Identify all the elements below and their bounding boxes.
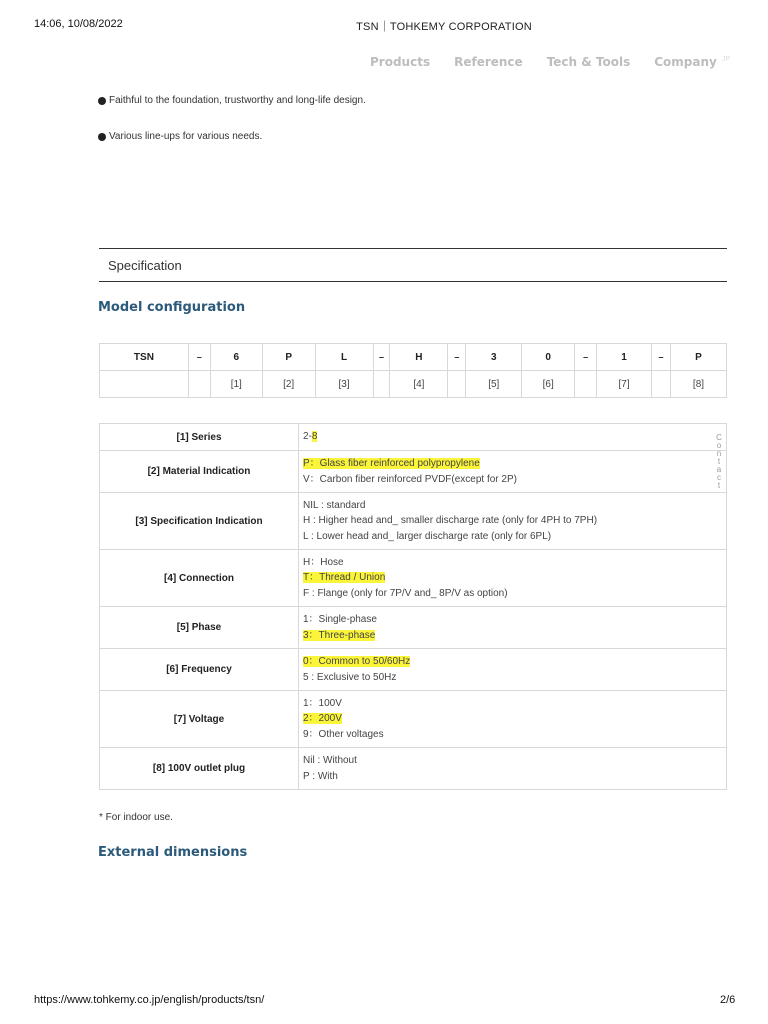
contact-letter: t: [717, 481, 721, 490]
nav-company[interactable]: Company: [654, 55, 717, 69]
table-row: [100, 607, 727, 649]
contact-letter: c: [717, 473, 721, 482]
spec-key: [6] Frequency: [100, 649, 299, 691]
cell: [575, 371, 597, 398]
cell: [1]: [210, 371, 262, 398]
spec-value-line: [303, 654, 722, 670]
value-text: NIL : standard: [303, 499, 366, 511]
cell: 6: [210, 344, 262, 371]
highlighted-value: P：Glass fiber reinforced polypropylene: [303, 458, 480, 469]
cell: P: [670, 344, 726, 371]
cell: –: [448, 344, 466, 371]
spec-value-line: [303, 529, 722, 545]
cell: [8]: [670, 371, 726, 398]
model-configuration-heading: Model configuration: [98, 300, 246, 315]
value-text: 5 : Exclusive to 50Hz: [303, 671, 397, 683]
contact-letter: n: [716, 449, 722, 458]
external-dimensions-heading: External dimensions: [98, 845, 248, 860]
language-link[interactable]: JP: [722, 56, 731, 63]
value-text: P : With: [303, 770, 338, 782]
table-row: [100, 691, 727, 748]
indoor-use-note: * For indoor use.: [99, 812, 173, 823]
cell: 3: [466, 344, 522, 371]
table-row: [100, 424, 727, 451]
spec-key: [5] Phase: [100, 607, 299, 649]
spec-value: [299, 748, 727, 790]
cell: [448, 371, 466, 398]
highlighted-value: T：Thread / Union: [303, 572, 386, 584]
spec-value-line: [303, 769, 722, 785]
print-date: 14:06, 10/08/2022: [34, 18, 123, 30]
spec-value-line: [303, 586, 722, 602]
spec-value-line: [303, 472, 722, 488]
feature-text: Various line-ups for various needs.: [109, 131, 263, 142]
cell: [100, 371, 189, 398]
contact-letter: o: [716, 441, 722, 450]
spec-key: [2] Material Indication: [100, 451, 299, 493]
nav-products[interactable]: Products: [370, 55, 431, 69]
cell: L: [315, 344, 373, 371]
table-row: [100, 748, 727, 790]
spec-key: [8] 100V outlet plug: [100, 748, 299, 790]
spec-value-line: [303, 727, 722, 743]
spec-value: [299, 424, 727, 451]
nav-tech-tools[interactable]: Tech & Tools: [546, 55, 631, 69]
cell: [7]: [597, 371, 652, 398]
table-row: [100, 493, 727, 550]
feature-bullet: [98, 95, 366, 106]
value-text: H : Higher head and_ smaller discharge rate (only for 4PH to 7PH): [303, 515, 598, 527]
cell: [5]: [466, 371, 522, 398]
value-text: 2-: [303, 431, 312, 443]
spec-value-line: [303, 513, 722, 529]
table-row: [100, 451, 727, 493]
feature-text: Faithful to the foundation, trustworthy and long-life design.: [109, 95, 366, 106]
footer-url: https://www.tohkemy.co.jp/english/products/tsn/: [34, 994, 265, 1006]
contact-letter: t: [717, 457, 721, 466]
cell: [373, 371, 390, 398]
cell: 0: [522, 344, 575, 371]
cell: [6]: [522, 371, 575, 398]
highlighted-value: 8: [311, 431, 318, 443]
spec-key: [3] Specification Indication: [100, 493, 299, 550]
spec-key: [4] Connection: [100, 550, 299, 607]
spec-value-line: [303, 570, 722, 586]
specification-tab[interactable]: Specification: [108, 258, 182, 273]
spec-value: [299, 550, 727, 607]
spec-value-line: [303, 498, 722, 514]
spec-value-line: [303, 711, 722, 727]
cell: [188, 371, 210, 398]
cell: [2]: [262, 371, 315, 398]
spec-value-line: [303, 612, 722, 628]
value-text: F : Flange (only for 7P/V and_ 8P/V as option): [303, 587, 508, 599]
cell: P: [262, 344, 315, 371]
specification-details-table: [99, 423, 727, 790]
spec-value: [299, 649, 727, 691]
spec-value-line: [303, 628, 722, 644]
main-nav: [370, 55, 717, 69]
value-text: V：Carbon fiber reinforced PVDF(except for 2P): [303, 473, 517, 485]
contact-letter: a: [716, 465, 722, 474]
page-number: 2/6: [720, 994, 736, 1006]
spec-value-line: [303, 696, 722, 712]
highlighted-value: 2：200V: [303, 713, 342, 725]
cell: –: [575, 344, 597, 371]
cell: [3]: [315, 371, 373, 398]
value-text: 9：Other voltages: [303, 728, 384, 740]
value-text: Nil : Without: [303, 755, 357, 766]
spec-value-line: [303, 456, 722, 472]
cell: 1: [597, 344, 652, 371]
cell: –: [373, 344, 390, 371]
feature-bullet: [98, 131, 262, 142]
spec-key: [7] Voltage: [100, 691, 299, 748]
spec-value-line: [303, 429, 722, 445]
value-text: H：Hose: [303, 556, 344, 568]
spec-value: [299, 607, 727, 649]
spec-value: [299, 493, 727, 550]
contact-tab[interactable]: [716, 434, 722, 490]
cell: H: [390, 344, 448, 371]
value-text: 1：100V: [303, 697, 342, 709]
cell: –: [188, 344, 210, 371]
highlighted-value: 0：Common to 50/60Hz: [303, 656, 411, 667]
value-text: 1：Single-phase: [303, 614, 377, 625]
spec-value-line: [303, 670, 722, 686]
divider: [99, 281, 727, 282]
spec-value: [299, 451, 727, 493]
table-row: [100, 371, 727, 398]
spec-value-line: [303, 753, 722, 769]
nav-reference[interactable]: Reference: [454, 55, 523, 69]
highlighted-value: 3：Three-phase: [303, 629, 376, 641]
bullet-icon: [98, 97, 106, 105]
cell: [652, 371, 671, 398]
print-title: TSN｜TOHKEMY CORPORATION: [356, 21, 532, 33]
spec-key: [1] Series: [100, 424, 299, 451]
cell: [4]: [390, 371, 448, 398]
spec-value-line: [303, 555, 722, 571]
table-row: [100, 649, 727, 691]
cell: –: [652, 344, 671, 371]
spec-value: [299, 691, 727, 748]
bullet-icon: [98, 133, 106, 141]
divider: [99, 248, 727, 249]
table-row: [100, 550, 727, 607]
contact-letter: C: [716, 433, 722, 442]
value-text: L : Lower head and_ larger discharge rate (only for 6PL): [303, 530, 552, 542]
cell: TSN: [100, 344, 189, 371]
table-row: [100, 344, 727, 371]
model-configuration-table: [99, 343, 727, 398]
